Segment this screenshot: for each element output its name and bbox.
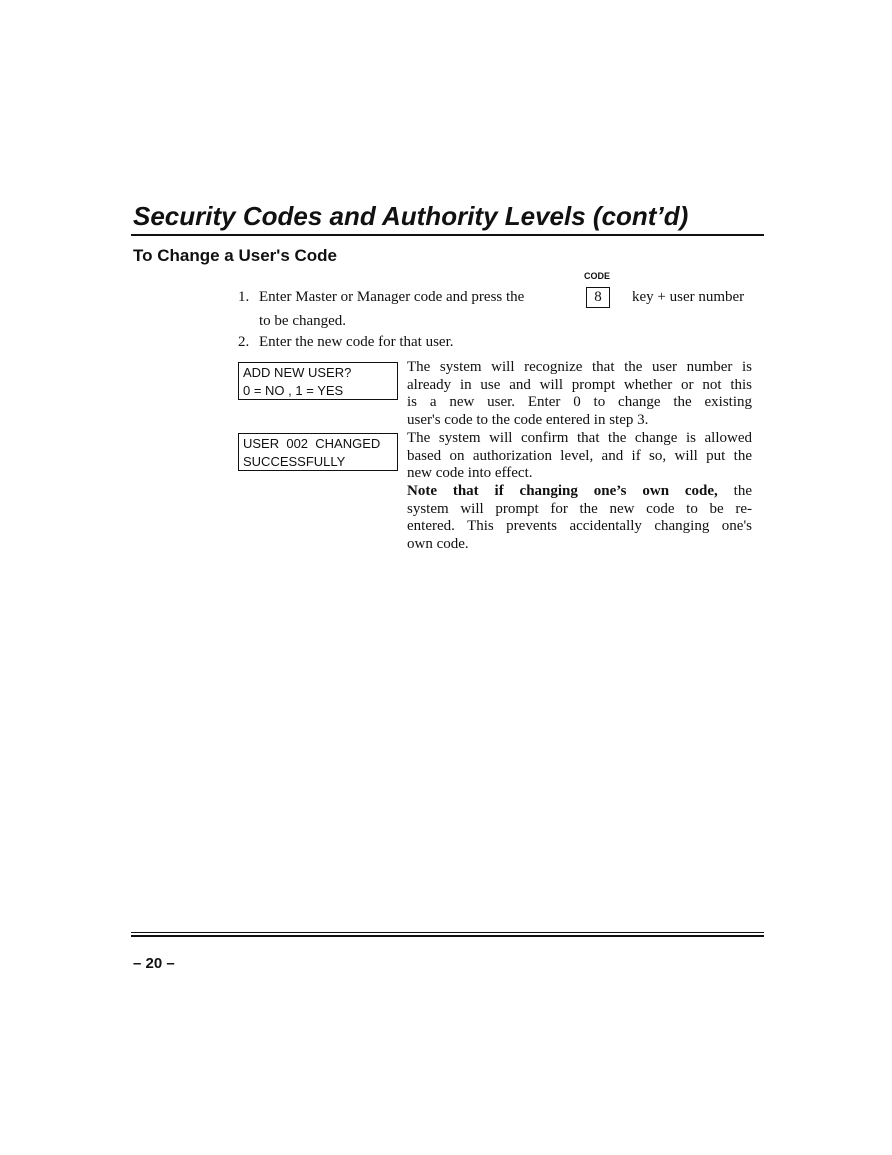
note-bold-lead: Note that if changing one’s own code, xyxy=(407,483,718,499)
description-line: The system will recognize that the user number is xyxy=(407,359,752,375)
step-number: 2. xyxy=(238,334,250,350)
display-line: ADD NEW USER? xyxy=(243,365,352,380)
footer-divider-thin xyxy=(131,932,764,933)
description-line: user's code to the code entered in step 3. xyxy=(407,411,649,428)
step-text: Enter the new code for that user. xyxy=(259,334,454,350)
code-key-box: 8 xyxy=(586,287,610,308)
step-number: 1. xyxy=(238,289,250,305)
step-continuation: to be changed. xyxy=(259,313,347,329)
step-text: Enter Master or Manager code and press the xyxy=(259,289,525,305)
title-divider xyxy=(131,234,764,236)
key-label: CODE xyxy=(584,271,611,281)
description-line: based on authorization level, and if so, will put the xyxy=(407,447,752,464)
note-line: system will prompt for the new code to be re- xyxy=(407,500,752,517)
note-first-line xyxy=(407,483,752,501)
note-line: own code. xyxy=(407,535,469,552)
description-line: already in use and will prompt whether or not this xyxy=(407,376,752,393)
page-title: Security Codes and Authority Levels (cont’d) xyxy=(133,201,689,231)
note-paragraph xyxy=(407,483,752,553)
section-heading: To Change a User's Code xyxy=(133,246,337,265)
description-line: new code into effect. xyxy=(407,465,533,482)
display-description xyxy=(407,430,752,483)
display-description xyxy=(407,359,752,429)
step-text-after-key: key + user number xyxy=(632,289,745,305)
description-line: is a new user. Enter 0 to change the existing xyxy=(407,394,752,411)
display-line: 0 = NO , 1 = YES xyxy=(243,383,344,398)
display-line: SUCCESSFULLY xyxy=(243,454,346,469)
keypad-display-box xyxy=(238,362,398,400)
description-line: The system will confirm that the change is allowed xyxy=(407,430,752,446)
footer-divider-thick xyxy=(131,935,764,937)
page-number: – 20 – xyxy=(133,955,175,972)
keypad-display-box xyxy=(238,433,398,471)
display-line: USER 002 CHANGED xyxy=(243,436,381,451)
note-first-line-rest: the xyxy=(733,483,752,499)
note-line: entered. This prevents accidentally changing one's xyxy=(407,518,752,535)
